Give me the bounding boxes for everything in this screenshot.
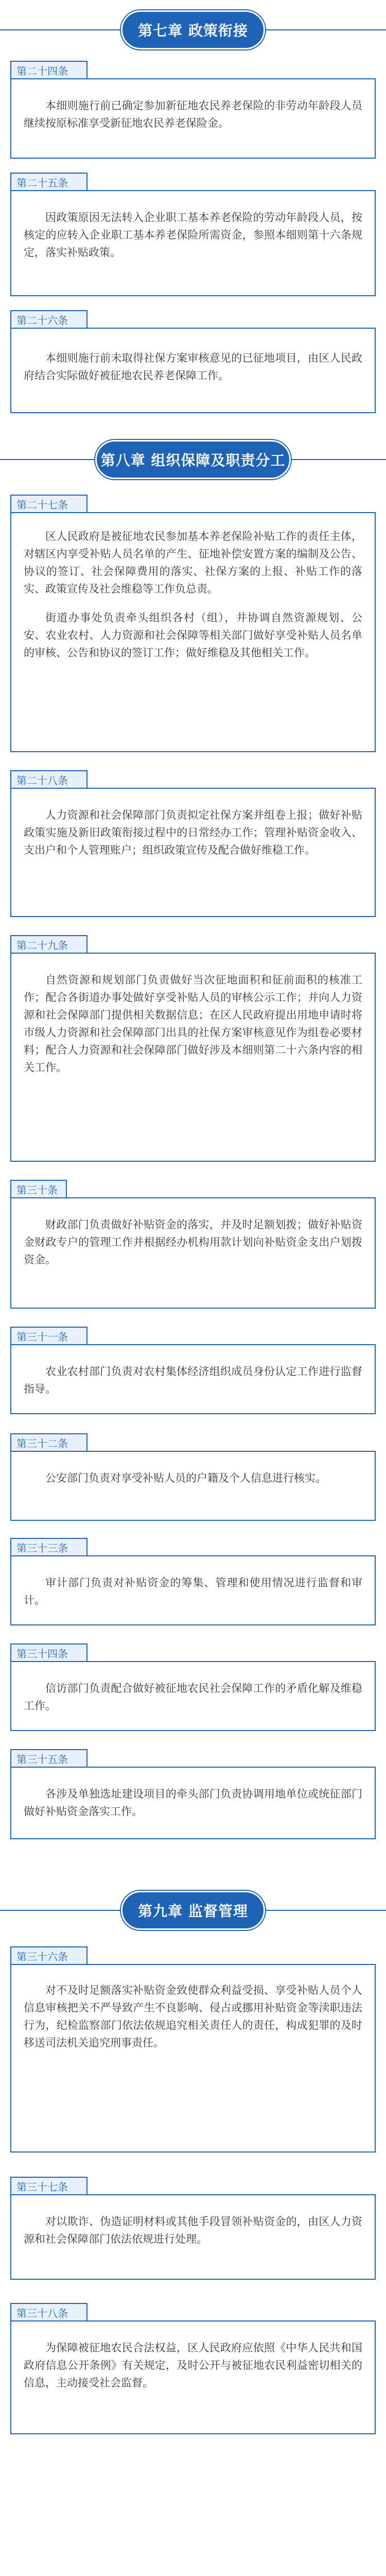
article-paragraph: 信访部门负责配合做好被征地农民社会保障工作的矛盾化解及维稳工作。 bbox=[24, 1682, 362, 1712]
article-body bbox=[10, 1767, 376, 1839]
article-block bbox=[10, 1538, 376, 1625]
chapter-banner-7 bbox=[0, 9, 386, 50]
article-number: 第二十九条 bbox=[10, 935, 87, 953]
article-number: 第三十四条 bbox=[10, 1643, 87, 1661]
article-paragraph: 本细则施行前已确定参加新征地农民养老保险的非劳动年龄段人员继续按原标准享受新征地农民养老保险金。 bbox=[24, 99, 362, 129]
article-body bbox=[10, 788, 376, 917]
article-block bbox=[10, 310, 376, 413]
article-number: 第三十七条 bbox=[10, 2177, 87, 2194]
article-body bbox=[10, 2320, 376, 2434]
article-body bbox=[10, 2194, 376, 2280]
article-block bbox=[10, 1643, 376, 1731]
chapter-title: 第七章 政策衔接 bbox=[121, 10, 265, 49]
chapter-title: 第八章 组织保障及职责分工 bbox=[95, 440, 291, 479]
article-body bbox=[10, 1555, 376, 1625]
article-body bbox=[10, 1661, 376, 1731]
article-paragraph: 因政策原因无法转入企业职工基本养老保险的劳动年龄段人员，按核定的应转入企业职工基本养老保险所需资金，参照本细则第十六条规定，落实补贴政策。 bbox=[24, 211, 362, 259]
article-block bbox=[10, 495, 376, 752]
article-body bbox=[10, 1197, 376, 1309]
article-paragraph: 财政部门负责做好补贴资金的落实，并及时足额划拨；做好补贴资金财政专户的管理工作并根据经办机构用款计划向补贴资金支出户划拨资金。 bbox=[24, 1218, 362, 1266]
article-number: 第二十四条 bbox=[10, 61, 87, 78]
article-paragraph: 各涉及单独选址建设项目的牵头部门负责协调用地单位或统征部门做好补贴资金落实工作。 bbox=[24, 1788, 362, 1818]
article-number: 第三十五条 bbox=[10, 1749, 87, 1767]
article-paragraph: 街道办事处负责牵头组织各村（组），井协调自然资源规划、公安、农业农村、人力资源和社会保障等相关部门做好享受补贴人员名单的审核、公告和协议的签订工作；做好维稳及其他相关工作。 bbox=[24, 612, 362, 659]
article-body bbox=[10, 328, 376, 413]
article-number: 第三十二条 bbox=[10, 1433, 87, 1451]
article-paragraph: 本细则施行前未取得社保方案审核意见的已征地项目，由区人民政府结合实际做好被征地农民养老保障工作。 bbox=[24, 352, 362, 382]
article-number: 第二十八条 bbox=[10, 770, 87, 788]
article-paragraph: 农业农村部门负责对农村集体经济组织成员身份认定工作进行监督指导。 bbox=[24, 1365, 362, 1395]
article-body bbox=[10, 512, 376, 752]
article-number: 第三十条 bbox=[10, 1180, 67, 1197]
article-body bbox=[10, 1344, 376, 1414]
article-paragraph: 自然资源和规划部门负责做好当次征地面积和征前面积的核准工作；配合各街道办事处做好享受补贴人员的审核公示工作；并向人力资源和社会保障部门提供相关数据信息；在区人民政府提出用地申请时将市级人力资源和社会保障部门出具的社保方案审核意见作为组卷必要材料；配合人力资源和社会保障部门做好涉及本细则第二十六条内容的相关工作。 bbox=[24, 974, 362, 1074]
article-paragraph: 为保障被征地农民合法权益，区人民政府应依照《中华人民共和国政府信息公开条例》有关规定，及时公开与被征地农民利益密切相关的信息，主动接受社会监督。 bbox=[24, 2342, 362, 2389]
article-block bbox=[10, 1327, 376, 1414]
article-block bbox=[10, 935, 376, 1162]
article-body bbox=[10, 953, 376, 1162]
article-number: 第二十七条 bbox=[10, 495, 87, 512]
article-body bbox=[10, 1451, 376, 1521]
article-paragraph: 公安部门负责对享受补贴人员的户籍及个人信息进行核实。 bbox=[45, 1472, 326, 1484]
article-block bbox=[10, 2177, 376, 2280]
article-paragraph: 人力资源和社会保障部门负责拟定社保方案并组卷上报；做好补贴政策实施及新旧政策衔接过程中的日常经办工作；管理补贴资金收入、支出户和个人管理账户；组织政策宣传及配合做好维稳工作。 bbox=[24, 809, 362, 856]
chapter-banner-9 bbox=[0, 1890, 386, 1931]
article-block bbox=[10, 2303, 376, 2434]
article-number: 第二十五条 bbox=[10, 173, 87, 190]
article-number: 第三十六条 bbox=[10, 1946, 87, 1964]
article-paragraph: 对不及时足额落实补贴资金致使群众利益受损、享受补贴人员个人信息审核把关不严导致产生不良影响、侵占或挪用补贴资金等渎职违法行为，纪检监察部门依法依规追究相关责任人的责任，构成犯罪的及时移送司法机关追究刑事责任。 bbox=[24, 1984, 362, 2049]
article-paragraph: 区人民政府是被征地农民参加基本养老保险补贴工作的责任主体，对辖区内享受补贴人员名单的产生、征地补偿安置方案的编制及公告、协议的签订、社会保障费用的落实、社保方案的上报、补贴工作的落实、政策宣传及社会维稳等工作负总责。 bbox=[24, 530, 362, 595]
article-paragraph: 审计部门负责对补贴资金的筹集、管理和使用情况进行监督和审计。 bbox=[24, 1577, 362, 1606]
chapter-banner-8 bbox=[0, 439, 386, 480]
article-body bbox=[10, 1964, 376, 2153]
article-body bbox=[10, 190, 376, 296]
article-paragraph: 对以欺诈、伪造证明材料或其他手段冒领补贴资金的，由区人力资源和社会保障部门依法依规进行处理。 bbox=[24, 2215, 362, 2245]
article-number: 第三十八条 bbox=[10, 2303, 87, 2320]
article-number: 第三十一条 bbox=[10, 1327, 87, 1344]
article-body bbox=[10, 78, 376, 159]
article-block bbox=[10, 1180, 376, 1309]
article-block bbox=[10, 173, 376, 296]
article-block bbox=[10, 61, 376, 159]
chapter-title: 第九章 监督管理 bbox=[121, 1891, 265, 1930]
article-block bbox=[10, 1946, 376, 2153]
article-number: 第三十三条 bbox=[10, 1538, 87, 1555]
article-block bbox=[10, 1749, 376, 1839]
article-number: 第二十六条 bbox=[10, 310, 87, 328]
article-block bbox=[10, 770, 376, 917]
article-block bbox=[10, 1433, 376, 1521]
